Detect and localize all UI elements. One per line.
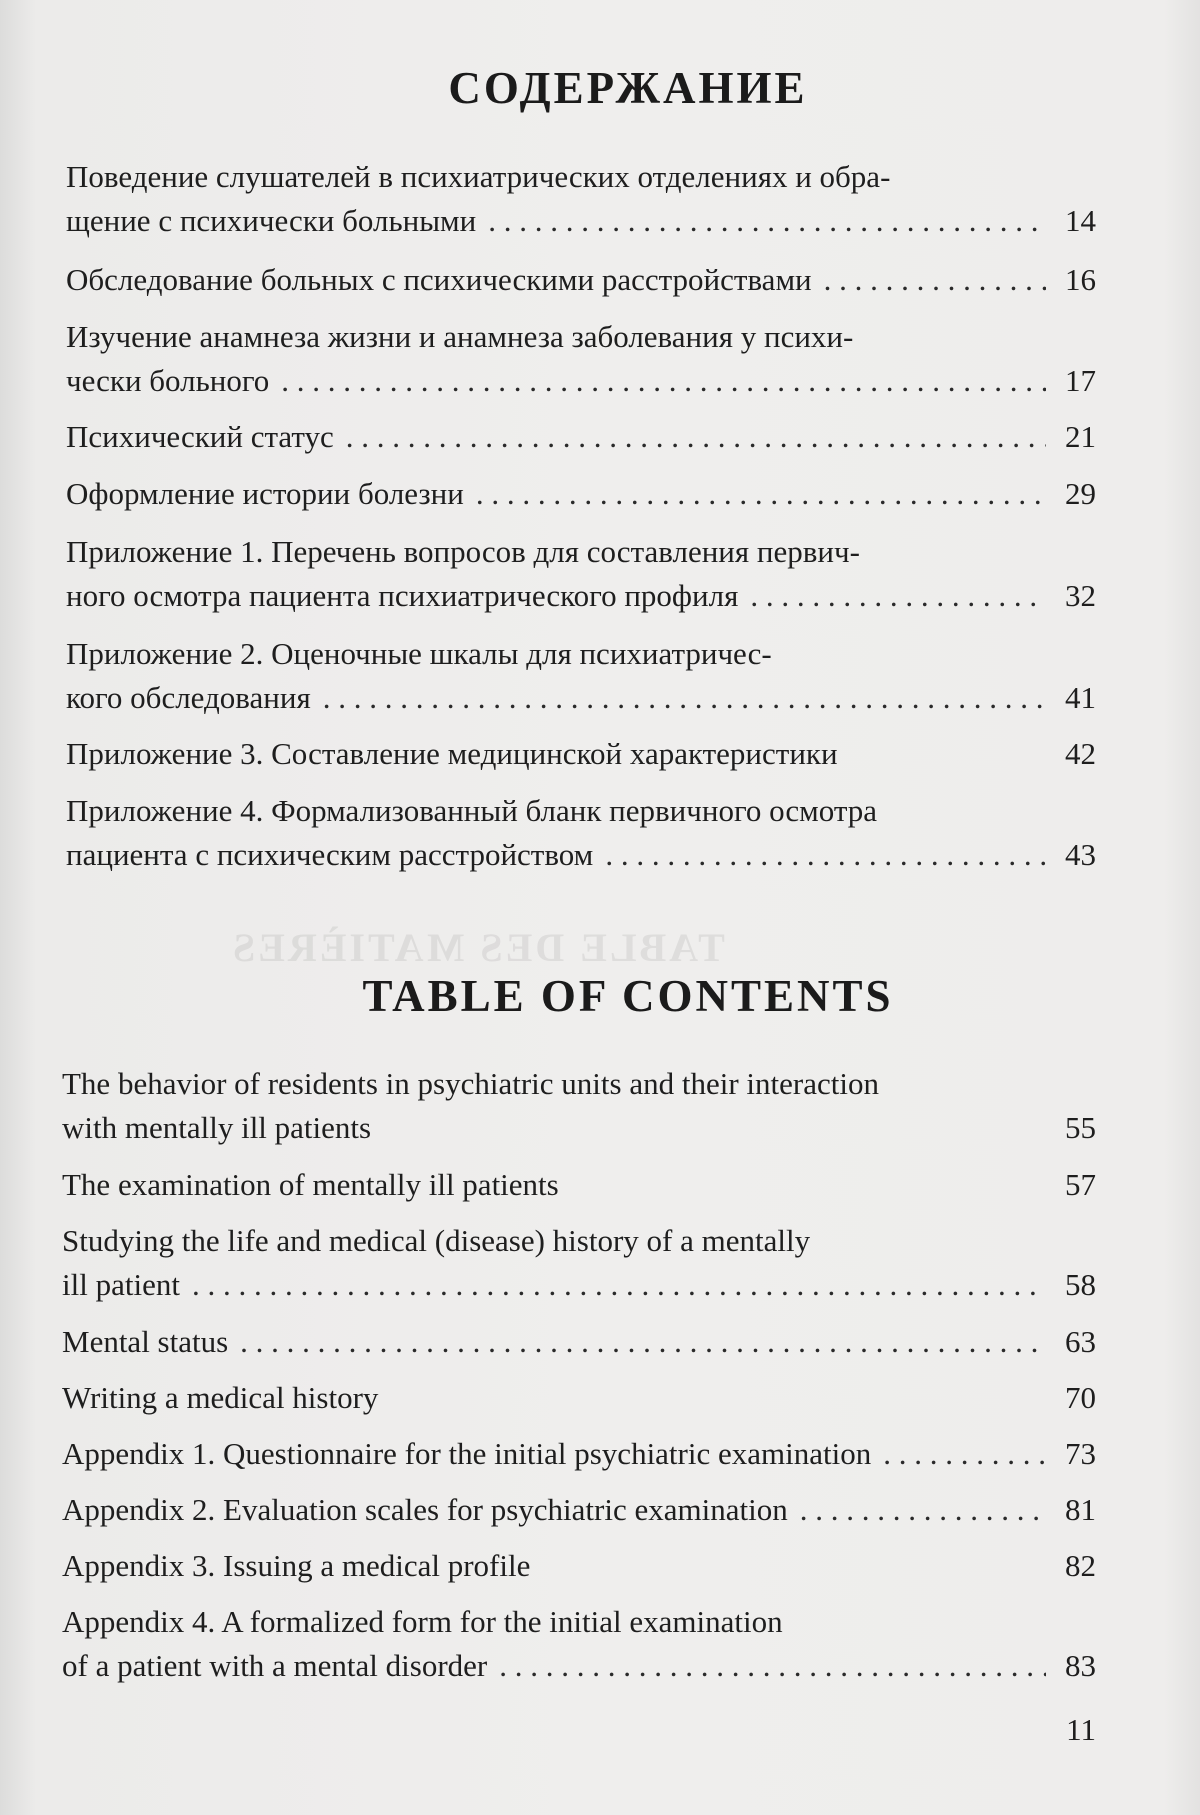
leader-dots xyxy=(240,1320,1046,1364)
contents-title-ru: СОДЕРЖАНИЕ xyxy=(448,63,808,113)
entry-title-line1: Изучение анамнеза жизни и анамнеза заболевания у психи- xyxy=(66,319,854,354)
toc-entry xyxy=(66,632,1096,720)
leader-dots xyxy=(488,199,1046,243)
entry-page: 73 xyxy=(1065,1436,1096,1471)
leader-dots xyxy=(192,1263,1046,1307)
entry-page: 41 xyxy=(1065,680,1096,715)
toc-entry xyxy=(66,415,1096,459)
entry-title-line1: Приложение 1. Перечень вопросов для составления первич- xyxy=(66,534,860,569)
entry-title-line2: ного осмотра пациента психиатрического профиля xyxy=(66,578,739,613)
toc-entry xyxy=(66,258,1096,302)
entry-title-line1: Приложение 3. Составление медицинской характеристики xyxy=(66,736,838,771)
entry-title-line1: Обследование больных с психическими расстройствами xyxy=(66,262,812,297)
leader-dots xyxy=(750,574,1046,618)
toc-entry xyxy=(66,155,1096,243)
entry-page: 81 xyxy=(1065,1492,1096,1527)
entry-title-line1: Studying the life and medical (disease) history of a mentally xyxy=(62,1223,811,1258)
contents-title-en: TABLE OF CONTENTS xyxy=(362,971,894,1021)
entry-page: 42 xyxy=(1065,736,1096,771)
toc-entry xyxy=(62,1062,1096,1150)
entry-title-line2: щение с психически больными xyxy=(66,203,477,238)
leader-dots xyxy=(605,833,1046,877)
toc-entry xyxy=(62,1488,1096,1532)
leader-dots xyxy=(800,1488,1046,1532)
leader-dots xyxy=(883,1432,1046,1476)
entry-page: 16 xyxy=(1065,262,1096,297)
entry-title-line1: Appendix 1. Questionnaire for the initial psychiatric examination xyxy=(62,1436,872,1471)
entry-page: 55 xyxy=(1065,1110,1096,1145)
entry-title-line1: Writing a medical history xyxy=(62,1380,379,1415)
entry-title-line1: Приложение 4. Формализованный бланк первичного осмотра xyxy=(66,793,878,828)
entry-page: 32 xyxy=(1065,578,1096,613)
toc-entry xyxy=(62,1219,1096,1307)
entry-page: 57 xyxy=(1065,1167,1096,1202)
entry-title-line2: with mentally ill patients xyxy=(62,1110,372,1145)
entry-title-line1: Appendix 3. Issuing a medical profile xyxy=(62,1548,531,1583)
entry-page: 21 xyxy=(1065,419,1096,454)
page-number: 11 xyxy=(1066,1712,1096,1747)
leader-dots xyxy=(281,359,1046,403)
entry-page: 82 xyxy=(1065,1548,1096,1583)
show-through-text: TABLE DES MATIÈRES xyxy=(230,925,725,970)
leader-dots xyxy=(323,676,1046,720)
entry-title-line1: Appendix 2. Evaluation scales for psychiatric examination xyxy=(62,1492,788,1527)
toc-entry xyxy=(66,472,1096,516)
entry-title-line1: Психический статус xyxy=(66,419,334,454)
toc-entry xyxy=(62,1163,1096,1207)
entry-title-line2: пациента с психическим расстройством xyxy=(66,837,594,872)
entry-page: 29 xyxy=(1065,476,1096,511)
entry-page: 70 xyxy=(1065,1380,1096,1415)
entry-title-line1: Поведение слушателей в психиатрических отделениях и обра- xyxy=(66,159,891,194)
entry-page: 43 xyxy=(1065,837,1096,872)
toc-entry xyxy=(66,530,1096,618)
toc-entry xyxy=(62,1600,1096,1688)
entry-title-line1: Mental status xyxy=(62,1324,229,1359)
leader-dots xyxy=(476,472,1046,516)
entry-title-line1: The behavior of residents in psychiatric units and their interaction xyxy=(62,1066,879,1101)
leader-dots xyxy=(346,415,1046,459)
entry-title-line1: The examination of mentally ill patients xyxy=(62,1167,559,1202)
entry-title-line2: чески больного xyxy=(66,363,270,398)
toc-entry xyxy=(66,315,1096,403)
entry-page: 17 xyxy=(1065,363,1096,398)
entry-title-line2: of a patient with a mental disorder xyxy=(62,1648,488,1683)
leader-dots xyxy=(824,258,1046,302)
entry-page: 83 xyxy=(1065,1648,1096,1683)
entry-title-line2: ill patient xyxy=(62,1267,180,1302)
toc-entry xyxy=(62,1432,1096,1476)
toc-entry xyxy=(62,1376,1096,1420)
entry-page: 63 xyxy=(1065,1324,1096,1359)
entry-title-line1: Приложение 2. Оценочные шкалы для психиатричес- xyxy=(66,636,772,671)
entry-page: 14 xyxy=(1065,203,1096,238)
entry-title-line1: Оформление истории болезни xyxy=(66,476,464,511)
toc-entry xyxy=(62,1320,1096,1364)
entry-title-line1: Appendix 4. A formalized form for the initial examination xyxy=(62,1604,783,1639)
toc-entry xyxy=(66,789,1096,877)
entry-title-line2: кого обследования xyxy=(66,680,311,715)
toc-entry xyxy=(62,1544,1096,1588)
entry-page: 58 xyxy=(1065,1267,1096,1302)
leader-dots xyxy=(499,1644,1046,1688)
toc-entry xyxy=(66,732,1096,776)
